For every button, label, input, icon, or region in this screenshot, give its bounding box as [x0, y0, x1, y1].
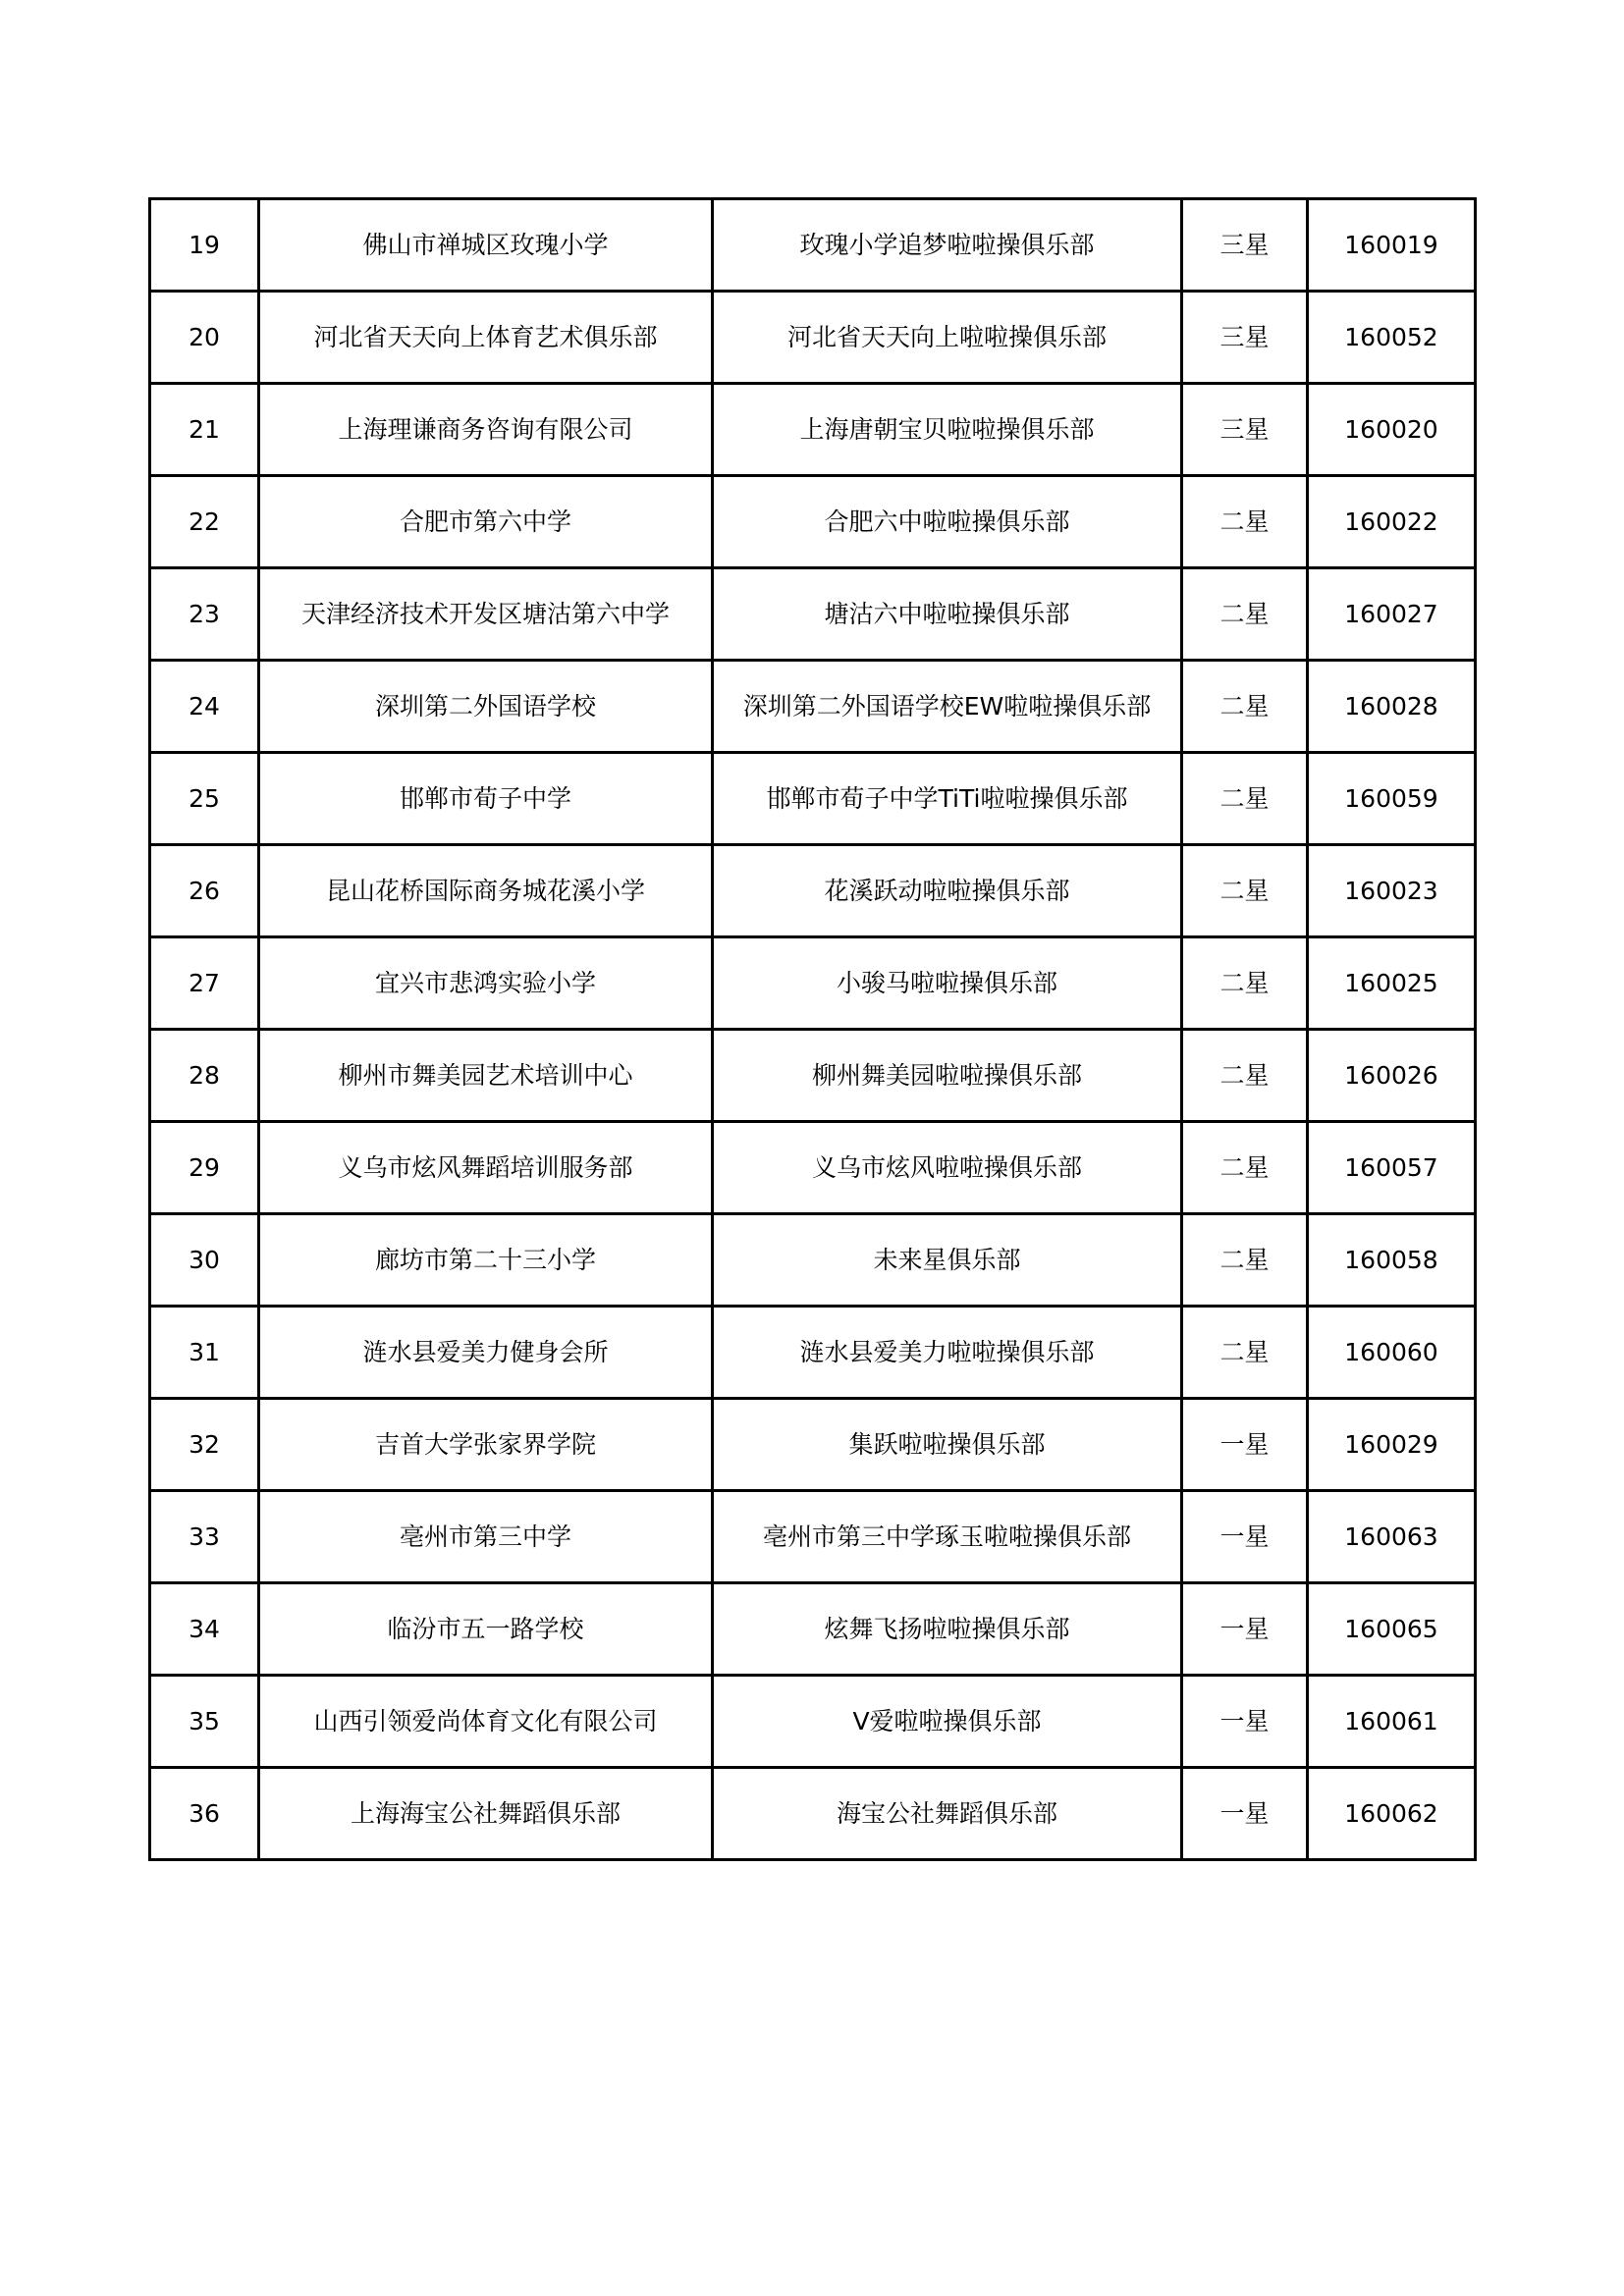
organization-cell: 廊坊市第二十三小学: [259, 1214, 713, 1307]
star-rating-cell: 二星: [1182, 1214, 1308, 1307]
star-rating-cell: 一星: [1182, 1399, 1308, 1491]
table-row: [150, 661, 1476, 753]
row-number-cell: 20: [150, 292, 259, 384]
club-code-cell: 160029: [1308, 1399, 1476, 1491]
table-row: [150, 753, 1476, 845]
star-rating-cell: 一星: [1182, 1676, 1308, 1768]
row-number-cell: 26: [150, 845, 259, 937]
star-rating-cell: 二星: [1182, 1030, 1308, 1122]
organization-cell: 上海海宝公社舞蹈俱乐部: [259, 1768, 713, 1860]
table-row: [150, 937, 1476, 1030]
table-row: [150, 1307, 1476, 1399]
organization-cell: 柳州市舞美园艺术培训中心: [259, 1030, 713, 1122]
organization-cell: 河北省天天向上体育艺术俱乐部: [259, 292, 713, 384]
row-number-cell: 34: [150, 1583, 259, 1676]
club-code-cell: 160027: [1308, 568, 1476, 661]
star-rating-cell: 二星: [1182, 937, 1308, 1030]
organization-cell: 山西引领爱尚体育文化有限公司: [259, 1676, 713, 1768]
star-rating-cell: 二星: [1182, 568, 1308, 661]
club-code-cell: 160065: [1308, 1583, 1476, 1676]
table-row: [150, 292, 1476, 384]
club-code-cell: 160026: [1308, 1030, 1476, 1122]
organization-cell: 佛山市禅城区玫瑰小学: [259, 199, 713, 292]
club-code-cell: 160020: [1308, 384, 1476, 476]
row-number-cell: 35: [150, 1676, 259, 1768]
club-code-cell: 160060: [1308, 1307, 1476, 1399]
row-number-cell: 27: [150, 937, 259, 1030]
table-row: [150, 1676, 1476, 1768]
club-name-cell: 炫舞飞扬啦啦操俱乐部: [713, 1583, 1182, 1676]
row-number-cell: 24: [150, 661, 259, 753]
club-name-cell: 上海唐朝宝贝啦啦操俱乐部: [713, 384, 1182, 476]
table-row: [150, 1030, 1476, 1122]
club-code-cell: 160062: [1308, 1768, 1476, 1860]
club-name-cell: 义乌市炫风啦啦操俱乐部: [713, 1122, 1182, 1214]
club-code-cell: 160057: [1308, 1122, 1476, 1214]
club-code-cell: 160063: [1308, 1491, 1476, 1583]
row-number-cell: 25: [150, 753, 259, 845]
table-row: [150, 1491, 1476, 1583]
star-rating-cell: 三星: [1182, 199, 1308, 292]
star-rating-cell: 三星: [1182, 384, 1308, 476]
row-number-cell: 29: [150, 1122, 259, 1214]
star-rating-cell: 二星: [1182, 753, 1308, 845]
table-row: [150, 1583, 1476, 1676]
star-rating-cell: 一星: [1182, 1768, 1308, 1860]
club-code-cell: 160022: [1308, 476, 1476, 568]
club-name-cell: 深圳第二外国语学校EW啦啦操俱乐部: [713, 661, 1182, 753]
club-name-cell: 涟水县爱美力啦啦操俱乐部: [713, 1307, 1182, 1399]
table-row: [150, 1768, 1476, 1860]
club-name-cell: 海宝公社舞蹈俱乐部: [713, 1768, 1182, 1860]
club-name-cell: 花溪跃动啦啦操俱乐部: [713, 845, 1182, 937]
club-name-cell: 亳州市第三中学琢玉啦啦操俱乐部: [713, 1491, 1182, 1583]
row-number-cell: 36: [150, 1768, 259, 1860]
star-rating-cell: 二星: [1182, 1122, 1308, 1214]
table-row: [150, 476, 1476, 568]
star-rating-cell: 二星: [1182, 1307, 1308, 1399]
club-code-cell: 160058: [1308, 1214, 1476, 1307]
organization-cell: 昆山花桥国际商务城花溪小学: [259, 845, 713, 937]
row-number-cell: 31: [150, 1307, 259, 1399]
organization-cell: 亳州市第三中学: [259, 1491, 713, 1583]
organization-cell: 义乌市炫风舞蹈培训服务部: [259, 1122, 713, 1214]
table-row: [150, 845, 1476, 937]
club-name-cell: 玫瑰小学追梦啦啦操俱乐部: [713, 199, 1182, 292]
table-body: [150, 199, 1476, 1860]
club-name-cell: 塘沽六中啦啦操俱乐部: [713, 568, 1182, 661]
organization-cell: 上海理谦商务咨询有限公司: [259, 384, 713, 476]
star-rating-cell: 二星: [1182, 661, 1308, 753]
table-row: [150, 1122, 1476, 1214]
organization-cell: 邯郸市荀子中学: [259, 753, 713, 845]
row-number-cell: 19: [150, 199, 259, 292]
organization-cell: 涟水县爱美力健身会所: [259, 1307, 713, 1399]
club-code-cell: 160019: [1308, 199, 1476, 292]
table-row: [150, 568, 1476, 661]
row-number-cell: 23: [150, 568, 259, 661]
club-name-cell: 柳州舞美园啦啦操俱乐部: [713, 1030, 1182, 1122]
club-code-cell: 160025: [1308, 937, 1476, 1030]
table-row: [150, 1214, 1476, 1307]
table-row: [150, 384, 1476, 476]
club-rating-table: [148, 197, 1477, 1861]
club-code-cell: 160059: [1308, 753, 1476, 845]
organization-cell: 合肥市第六中学: [259, 476, 713, 568]
club-name-cell: 邯郸市荀子中学TiTi啦啦操俱乐部: [713, 753, 1182, 845]
row-number-cell: 32: [150, 1399, 259, 1491]
organization-cell: 深圳第二外国语学校: [259, 661, 713, 753]
star-rating-cell: 一星: [1182, 1491, 1308, 1583]
star-rating-cell: 二星: [1182, 845, 1308, 937]
row-number-cell: 22: [150, 476, 259, 568]
club-code-cell: 160052: [1308, 292, 1476, 384]
club-code-cell: 160023: [1308, 845, 1476, 937]
club-name-cell: 合肥六中啦啦操俱乐部: [713, 476, 1182, 568]
club-name-cell: V爱啦啦操俱乐部: [713, 1676, 1182, 1768]
table-row: [150, 1399, 1476, 1491]
table-row: [150, 199, 1476, 292]
row-number-cell: 28: [150, 1030, 259, 1122]
row-number-cell: 30: [150, 1214, 259, 1307]
organization-cell: 吉首大学张家界学院: [259, 1399, 713, 1491]
row-number-cell: 21: [150, 384, 259, 476]
club-code-cell: 160028: [1308, 661, 1476, 753]
club-name-cell: 河北省天天向上啦啦操俱乐部: [713, 292, 1182, 384]
organization-cell: 临汾市五一路学校: [259, 1583, 713, 1676]
row-number-cell: 33: [150, 1491, 259, 1583]
club-name-cell: 未来星俱乐部: [713, 1214, 1182, 1307]
star-rating-cell: 三星: [1182, 292, 1308, 384]
club-name-cell: 小骏马啦啦操俱乐部: [713, 937, 1182, 1030]
star-rating-cell: 一星: [1182, 1583, 1308, 1676]
organization-cell: 天津经济技术开发区塘沽第六中学: [259, 568, 713, 661]
organization-cell: 宜兴市悲鸿实验小学: [259, 937, 713, 1030]
club-code-cell: 160061: [1308, 1676, 1476, 1768]
star-rating-cell: 二星: [1182, 476, 1308, 568]
club-name-cell: 集跃啦啦操俱乐部: [713, 1399, 1182, 1491]
